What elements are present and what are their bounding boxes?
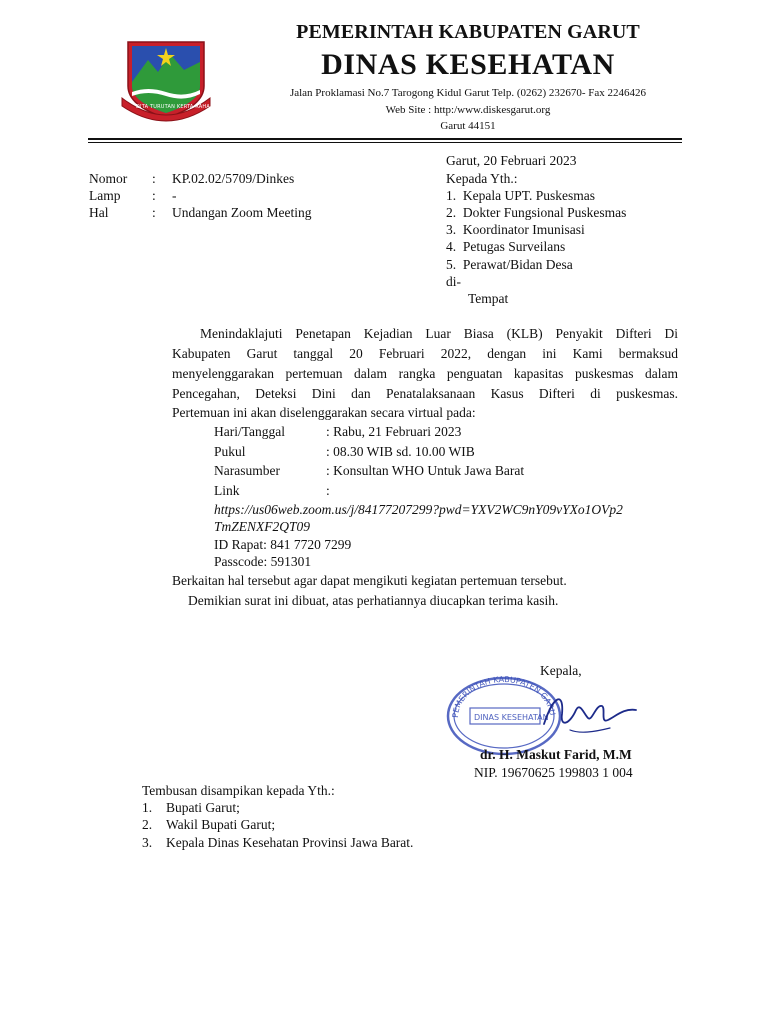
- recipient-item: 3. Koordinator Imunisasi: [446, 222, 585, 237]
- body-line: menyelenggarakan pertemuan dalam rangka penguatan kapasitas puskesmas dalam: [172, 366, 678, 381]
- meta-value-hal: Undangan Zoom Meeting: [172, 205, 312, 220]
- body-line: Menindaklajuti Penetapan Kejadian Luar Biasa (KLB) Penyakit Difteri Di: [200, 326, 678, 341]
- handwritten-signature: [540, 684, 640, 740]
- detail-key-date: Hari/Tanggal: [214, 424, 286, 439]
- stamp-center-text: DINAS KESEHATAN: [474, 713, 549, 722]
- zoom-link-line-1[interactable]: https://us06web.zoom.us/j/84177207299?pwd=YXV2WC9nY09vYXo1OVp2: [214, 502, 623, 517]
- closing-line: Demikian surat ini dibuat, atas perhatiannya diucapkan terima kasih.: [188, 593, 559, 608]
- cc-heading: Tembusan disampikan kepada Yth.:: [142, 783, 335, 798]
- recipient-item: 2. Dokter Fungsional Puskesmas: [446, 205, 627, 220]
- recipient-item: 5. Perawat/Bidan Desa: [446, 257, 573, 272]
- letterhead-address: Jalan Proklamasi No.7 Tarogong Kidul Garut Telp. (0262) 232670- Fax 2246426: [289, 87, 647, 99]
- body-line: Pencegahan, Deteksi Dini dan Penatalaksanaan Kasus Difteri di puskesmas.: [172, 386, 678, 401]
- meeting-id: ID Rapat: 841 7720 7299: [214, 537, 352, 552]
- stamp-arc-text: PEMERINTAH KABUPATEN GARU: [450, 674, 557, 719]
- letterhead-rule: [88, 138, 682, 140]
- meta-label-lamp: Lamp: [89, 188, 121, 203]
- body-line: Pertemuan ini akan diselenggarakan secara virtual pada:: [172, 405, 476, 420]
- detail-key-speaker: Narasumber: [214, 463, 280, 478]
- meta-label-hal: Hal: [89, 205, 109, 220]
- cc-item: Wakil Bupati Garut;: [166, 817, 276, 832]
- recipients-heading: Kepada Yth.:: [446, 171, 518, 186]
- detail-key-time: Pukul: [214, 444, 246, 459]
- cc-number: 3.: [142, 835, 153, 850]
- cc-number: 1.: [142, 800, 153, 815]
- logo-motto: DITA TURUTAN KERTA RAHARJA: [136, 104, 219, 110]
- closing-line: Berkaitan hal tersebut agar dapat mengikuti kegiatan pertemuan tersebut.: [172, 573, 567, 588]
- letterhead-website: Web Site : http:/www.diskesgarut.org: [385, 104, 551, 116]
- signatory-name: dr. H. Maskut Farid, M.M: [480, 747, 632, 762]
- detail-value-speaker: : Konsultan WHO Untuk Jawa Barat: [326, 463, 525, 478]
- regency-logo: [118, 36, 219, 124]
- letterhead-rule-thin: [88, 142, 682, 143]
- recipients-place: Tempat: [468, 291, 509, 306]
- meta-value-nomor: KP.02.02/5709/Dinkes: [172, 171, 295, 186]
- cc-item: Kepala Dinas Kesehatan Provinsi Jawa Barat.: [166, 835, 414, 850]
- recipients-di: di-: [446, 274, 461, 289]
- signature-title: Kepala,: [540, 663, 582, 678]
- meeting-passcode: Passcode: 591301: [214, 554, 312, 569]
- letterhead-office: DINAS KESEHATAN: [321, 48, 615, 81]
- zoom-link-line-2[interactable]: TmZENXF2QT09: [214, 519, 311, 534]
- detail-value-link: :: [326, 483, 330, 498]
- signatory-nip: NIP. 19670625 199803 1 004: [474, 765, 633, 780]
- letterhead-city: Garut 44151: [440, 120, 496, 132]
- recipient-item: 4. Petugas Surveilans: [446, 239, 566, 254]
- meta-label-nomor: Nomor: [89, 171, 128, 186]
- letterhead-government: PEMERINTAH KABUPATEN GARUT: [296, 21, 640, 43]
- detail-value-time: : 08.30 WIB sd. 10.00 WIB: [326, 444, 475, 459]
- cc-item: Bupati Garut;: [166, 800, 240, 815]
- meta-colon: :: [152, 188, 156, 203]
- recipient-item: 1. Kepala UPT. Puskesmas: [446, 188, 595, 203]
- detail-value-date: : Rabu, 21 Februari 2023: [326, 424, 462, 439]
- body-line: Kabupaten Garut tanggal 20 Februari 2022, dengan ini Kami bermaksud: [172, 346, 678, 361]
- meta-colon: :: [152, 171, 156, 186]
- detail-key-link: Link: [214, 483, 240, 498]
- meta-value-lamp: -: [172, 188, 177, 203]
- meta-colon: :: [152, 205, 156, 220]
- cc-number: 2.: [142, 817, 153, 832]
- letter-date: Garut, 20 Februari 2023: [446, 153, 577, 168]
